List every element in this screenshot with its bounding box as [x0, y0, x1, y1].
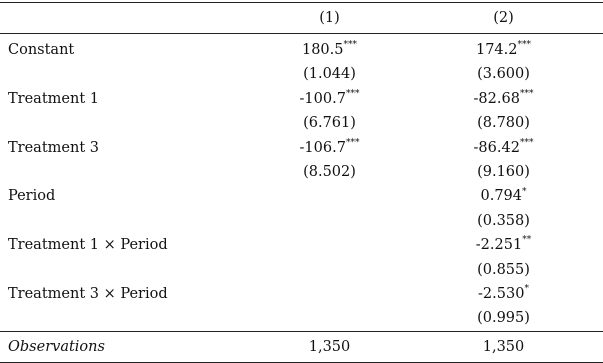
significance-stars: ***: [345, 88, 360, 99]
regression-table: [0, 2, 603, 363]
se-row-period: [0, 209, 603, 233]
coef-value: -100.7: [299, 90, 346, 107]
observations-col2: 1,350: [404, 331, 603, 362]
significance-stars: ***: [517, 40, 531, 51]
coef-row-treatment-3-x-period: [0, 282, 603, 306]
coef-col1: [255, 136, 404, 160]
coef-row-constant: [0, 34, 603, 63]
se-row-treatment-1: [0, 111, 603, 135]
coef-value: 174.2: [475, 42, 518, 58]
se-col2: (0.995): [477, 310, 530, 327]
coef-col1: [255, 233, 404, 257]
coef-row-treatment-1-x-period: [0, 233, 603, 257]
coef-col1: [255, 184, 404, 208]
coef-col2: [404, 184, 603, 208]
se-row-treatment-3-x-period: [0, 306, 603, 331]
coef-value: 0.794: [480, 188, 522, 205]
se-col1: (8.502): [303, 164, 356, 181]
row-label: Period: [8, 188, 56, 205]
significance-stars: **: [522, 235, 532, 246]
coef-col2: [404, 87, 603, 111]
coef-col1: [255, 87, 404, 111]
se-col1: [255, 258, 404, 282]
header-empty-cell: [0, 3, 255, 34]
coef-value: -106.7: [299, 139, 346, 156]
coef-col1: [255, 282, 404, 306]
coef-value: -2.530: [478, 286, 525, 303]
se-col2: (8.780): [477, 115, 530, 132]
row-label: Treatment 1: [8, 90, 99, 107]
coef-col1: [255, 34, 404, 63]
row-label: Treatment 1 × Period: [8, 237, 168, 254]
se-col2: (3.600): [477, 66, 530, 83]
row-label: Treatment 3 × Period: [8, 286, 168, 303]
observations-row: [0, 331, 603, 362]
header-model-1: (1): [255, 3, 404, 34]
observations-col1: 1,350: [255, 331, 404, 362]
coef-row-treatment-3: [0, 136, 603, 160]
significance-stars: *: [522, 186, 527, 197]
row-label: Treatment 3: [8, 139, 99, 156]
coef-value: 180.5: [301, 42, 344, 58]
coef-value: -86.42: [473, 139, 520, 156]
coef-col2: [404, 282, 603, 306]
significance-stars: ***: [345, 137, 360, 148]
coef-row-period: [0, 184, 603, 208]
se-col1: [255, 306, 404, 331]
se-col1: (6.761): [303, 115, 356, 132]
significance-stars: ***: [519, 88, 534, 99]
header-model-2: (2): [404, 3, 603, 34]
se-col2: (0.358): [477, 212, 530, 229]
significance-stars: ***: [343, 40, 357, 51]
significance-stars: *: [524, 284, 529, 295]
coef-col2: [404, 233, 603, 257]
observations-label: Observations: [0, 331, 255, 362]
se-col2: (9.160): [477, 164, 530, 181]
significance-stars: ***: [519, 137, 534, 148]
coef-row-treatment-1: [0, 87, 603, 111]
se-row-treatment-1-x-period: [0, 258, 603, 282]
coef-col2: [404, 34, 603, 63]
se-row-constant: [0, 62, 603, 86]
coef-value: -2.251: [475, 237, 523, 254]
se-col1: (1.044): [303, 66, 356, 83]
header-row: [0, 3, 603, 34]
se-col1: [255, 209, 404, 233]
se-col2: (0.855): [477, 261, 530, 278]
coef-col2: [404, 136, 603, 160]
row-label: Constant: [8, 42, 75, 58]
se-row-treatment-3: [0, 160, 603, 184]
coef-value: -82.68: [473, 90, 520, 107]
